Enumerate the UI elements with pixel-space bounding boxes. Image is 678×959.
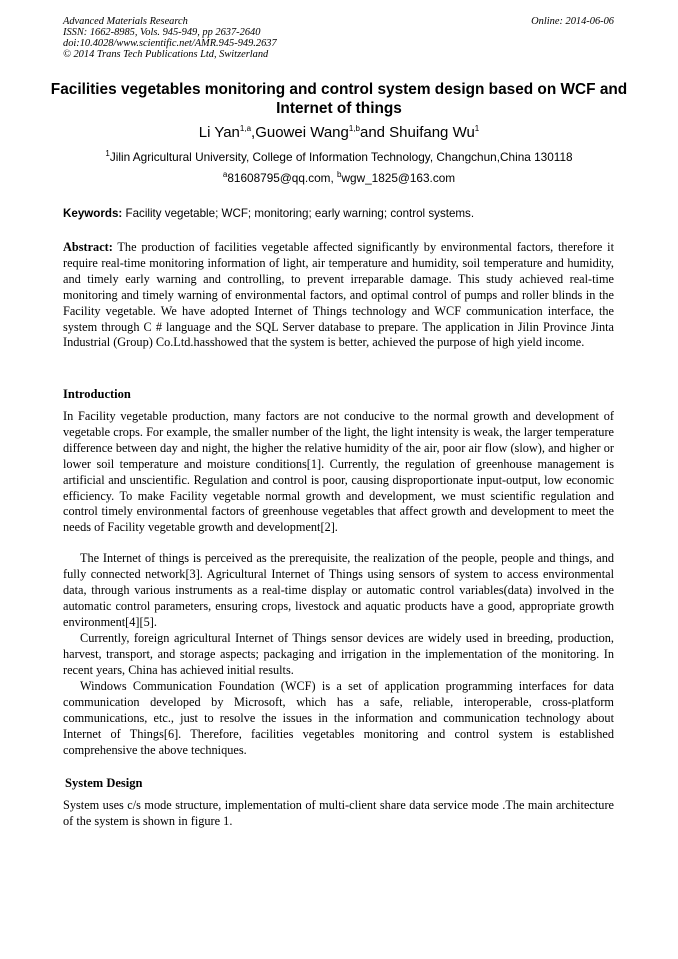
email-line (0, 171, 678, 185)
section-heading-introduction: Introduction (63, 387, 131, 401)
author-name: ,Guowei Wang (251, 124, 349, 141)
author-superscript: 1,b (348, 124, 360, 133)
email-address: wgw_1825@163.com (341, 171, 456, 185)
author-line (0, 124, 678, 141)
author-superscript: 1 (474, 124, 480, 133)
paper-title: Facilities vegetables monitoring and control system design based on WCF and Internet of things (50, 81, 628, 117)
affiliation-superscript: 1 (105, 149, 110, 159)
keywords-text: Facility vegetable; WCF; monitoring; early warning; control systems. (122, 207, 475, 220)
intro-paragraph-3: Currently, foreign agricultural Internet of Things sensor devices are widely used in breeding, production, harvest, transport, and storage aspects; packaging and irrigation in the implementation of the monitoring. In recent years, China has achieved initial results. (63, 631, 614, 677)
author-name: Li Yan (198, 124, 240, 141)
system-design-paragraph-1: System uses c/s mode structure, implementation of multi-client share data service mode .The main architecture of the system is shown in figure 1. (63, 798, 614, 828)
copyright-line: © 2014 Trans Tech Publications Ltd, Switzerland (63, 49, 269, 60)
affiliation-text: Jilin Agricultural University, College of Information Technology, Changchun,China 130118 (109, 150, 573, 164)
email-superscript: b (337, 170, 342, 180)
issn-line: ISSN: 1662-8985, Vols. 945-949, pp 2637-2640 (63, 27, 261, 38)
abstract-paragraph (63, 240, 614, 351)
author-name: and Shuifang Wu (359, 124, 475, 141)
journal-name: Advanced Materials Research (63, 16, 188, 27)
email-address: 81608795@qq.com, (227, 171, 338, 185)
abstract-label: Abstract: (63, 240, 113, 254)
keywords-label: Keywords: (63, 207, 123, 220)
intro-paragraph-4: Windows Communication Foundation (WCF) is a set of application programming interfaces for data communication developed by Microsoft, which has a safe, reliable, interoperable, cross-platform communications, etc., just to resolve the issues in the information and communication technology about Internet of Things[6]. Therefore, facilities vegetables monitoring and control system is established comprehensive the above techniques. (63, 679, 614, 757)
keywords-line (63, 207, 474, 220)
author-superscript: 1,a (239, 124, 252, 133)
affiliation (0, 150, 678, 164)
intro-paragraph-1: In Facility vegetable production, many factors are not conducive to the normal growth and development of vegetable crops. For example, the smaller number of the light, the light intensity is weak, the larger temperature difference between day and night, the higher the relative humidity of the air, poor air flow (slow), and higher or lower soil temperature and moisture conditions[1]. Currently, the regulation of greenhouse management is artificial and unscientific. Regulation and control is poor, causing disproportionate input-output, low economic efficiency. To make Facility vegetable normal growth and development, we must scientific regulation and control timely environmental factors of greenhouse vegetables that affect growth and development to meet the needs of Facility vegetable growth and development[2]. (63, 409, 614, 535)
online-date: Online: 2014-06-06 (531, 16, 614, 27)
doi-line: doi:10.4028/www.scientific.net/AMR.945-949.2637 (63, 38, 277, 49)
section-heading-system-design: System Design (65, 776, 143, 790)
abstract-text: The production of facilities vegetable affected significantly by environmental factors, therefore it require real-time monitoring information of light, air temperature and humidity, soil temperature and humidity, and timely early warning and controlling, to prevent irreparable damage. This study achieved real-time monitoring and timely warning of environmental factors, and optimal control of pumps and roller blinds in the Facility vegetable. We have adopted Internet of Things technology and WCF communication interface, the system through C # language and the SQL Server database to prepare. The application in Jilin Province Jinta Industrial (Group) Co.Ltd.hasshowed that the system is better, achieved the purpose of high yield income. (63, 240, 614, 350)
email-superscript: a (222, 170, 228, 180)
intro-paragraph-2: The Internet of things is perceived as the prerequisite, the realization of the people, people and things, and fully connected network[3]. Agricultural Internet of Things using sensors of system to access environmental data, through various instruments as a real-time display or automatic control variables(data) involved in the automatic control parameters, ensuring crops, livestock and aquatic products have a good, appropriate growth environment[4][5]. (63, 551, 614, 629)
